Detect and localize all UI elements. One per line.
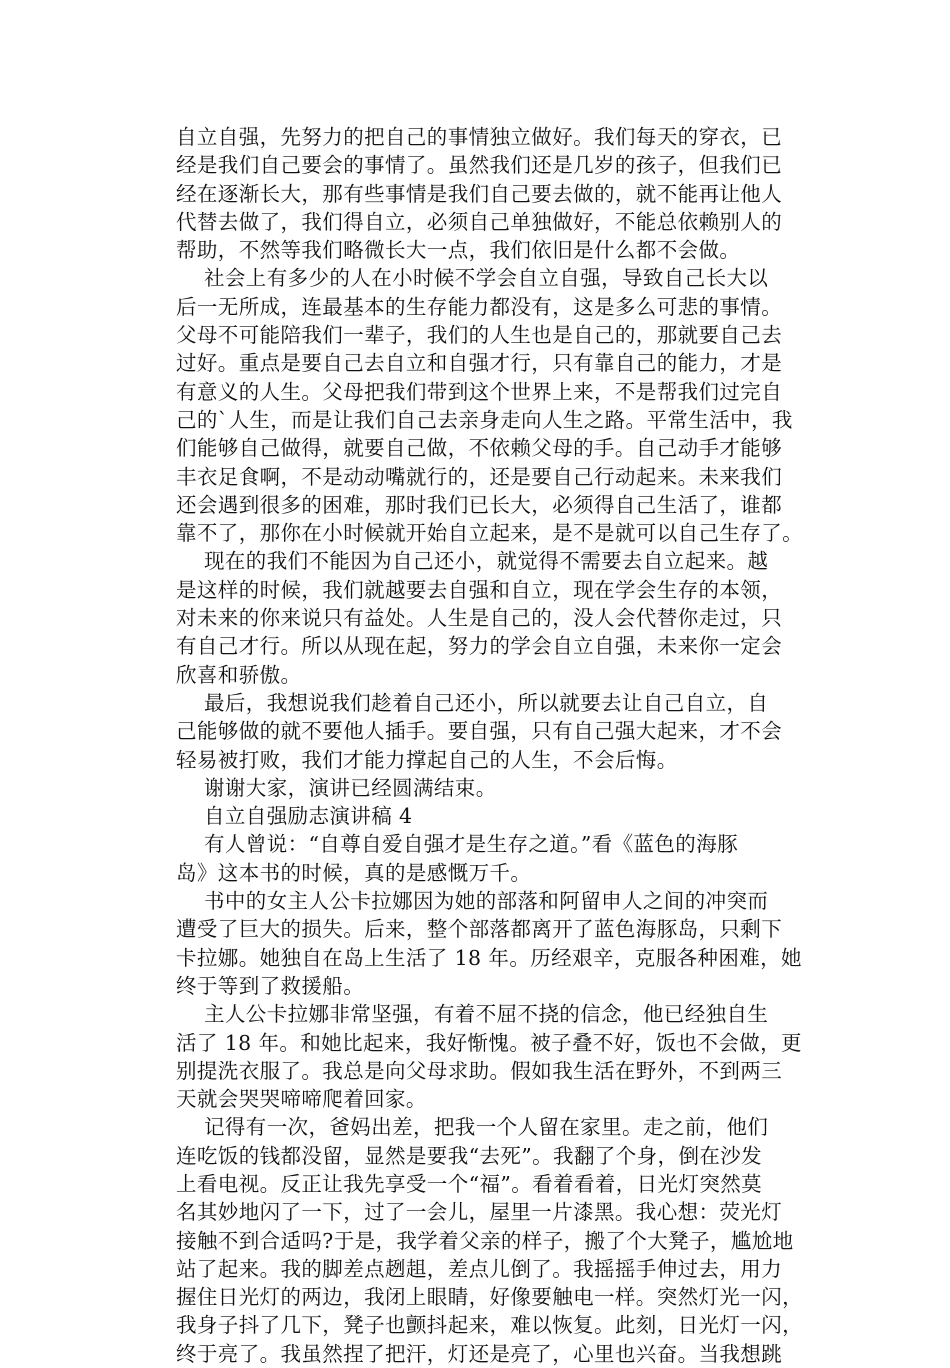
text-line: 岛》这本书的时候，真的是感慨万千。: [176, 860, 532, 885]
text-line: 活了 18 年。和她比起来，我好惭愧。被子叠不好，饭也不会做，更: [176, 1030, 802, 1055]
text-line: 有人曾说：“自尊自爱自强才是生存之道。”看《蓝色的海豚: [204, 832, 739, 857]
text-line: 代替去做了，我们得自立，必须自己单独做好，不能总依赖别人的: [176, 209, 783, 234]
text-line: 对未来的你来说只有益处。人生是自己的，没人会代替你走过，只: [176, 606, 783, 631]
text-line: 有意义的人生。父母把我们带到这个世界上来，不是帮我们过完自: [176, 379, 783, 404]
text-line: 连吃饭的钱都没留，显然是要我“去死”。我翻了个身，倒在沙发: [176, 1143, 763, 1168]
document-body: [176, 123, 826, 1368]
text-line: 别提洗衣服了。我总是向父母求助。假如我生活在野外，不到两三: [176, 1058, 783, 1083]
text-line: 经是我们自己要会的事情了。虽然我们还是几岁的孩子，但我们已: [176, 153, 783, 178]
text-line: 我身子抖了几下，凳子也颤抖起来，难以恢复。此刻，日光灯一闪，: [176, 1313, 803, 1338]
text-line: 后一无所成，连最基本的生存能力都没有，这是多么可悲的事情。: [176, 294, 783, 319]
text-line: 天就会哭哭啼啼爬着回家。: [176, 1087, 427, 1112]
text-line: 父母不可能陪我们一辈子，我们的人生也是自己的，那就要自己去: [176, 323, 783, 348]
text-line: 社会上有多少的人在小时候不学会自立自强，导致自己长大以: [204, 266, 769, 291]
text-line: 靠不了，那你在小时候就开始自立起来，是不是就可以自己生存了。: [176, 521, 803, 546]
text-line: 欣喜和骄傲。: [176, 662, 302, 687]
text-line: 己能够做的就不要他人插手。要自强，只有自己强大起来，才不会: [176, 719, 783, 744]
text-line: 自立自强励志演讲稿 4: [204, 804, 413, 829]
text-line: 还会遇到很多的困难，那时我们已长大，必须得自己生活了，谁都: [176, 492, 783, 517]
text-line: 遭受了巨大的损失。后来，整个部落都离开了蓝色海豚岛，只剩下: [176, 917, 783, 942]
text-line: 终于等到了救援船。: [176, 973, 365, 998]
text-line: 经在逐渐长大，那有些事情是我们自己要去做的，就不能再让他人: [176, 181, 783, 206]
text-line: 主人公卡拉娜非常坚强，有着不屈不挠的信念，他已经独自生: [204, 1002, 769, 1027]
text-line: 现在的我们不能因为自己还小，就觉得不需要去自立起来。越: [204, 549, 769, 574]
text-line: 卡拉娜。她独自在岛上生活了 18 年。历经艰辛，克服各种困难，她: [176, 945, 802, 970]
text-line: 握住日光灯的两边，我闭上眼睛，好像要触电一样。突然灯光一闪，: [176, 1285, 803, 1310]
text-line: 最后，我想说我们趁着自己还小，所以就要去让自己自立，自: [204, 690, 769, 715]
text-line: 终于亮了。我虽然捏了把汗，灯还是亮了，心里也兴奋。当我想跳: [176, 1341, 783, 1366]
text-line: 丰衣足食啊，不是动动嘴就行的，还是要自己行动起来。未来我们: [176, 464, 783, 489]
text-line: 轻易被打败，我们才能力撑起自己的人生，不会后悔。: [176, 747, 678, 772]
text-line: 是这样的时候，我们就越要去自强和自立，现在学会生存的本领，: [176, 577, 783, 602]
text-line: 站了起来。我的脚差点趔趄，差点儿倒了。我摇摇手伸过去，用力: [176, 1256, 783, 1281]
text-line: 接触不到合适吗?于是，我学着父亲的样子，搬了个大凳子，尴尬地: [176, 1228, 794, 1253]
text-line: 名其妙地闪了一下，过了一会儿，屋里一片漆黑。我心想：荧光灯: [176, 1200, 783, 1225]
text-line: 书中的女主人公卡拉娜因为她的部落和阿留申人之间的冲突而: [204, 889, 769, 914]
text-line: 过好。重点是要自己去自立和自强才行，只有靠自己的能力，才是: [176, 351, 783, 376]
text-line: 记得有一次，爸妈出差，把我一个人留在家里。走之前，他们: [204, 1115, 769, 1140]
text-line: 有自己才行。所以从现在起，努力的学会自立自强，未来你一定会: [176, 634, 783, 659]
text-line: 上看电视。反正让我先享受一个“福”。看着看着，日光灯突然莫: [176, 1171, 763, 1196]
text-line: 自立自强，先努力的把自己的事情独立做好。我们每天的穿衣，已: [176, 125, 783, 149]
text-line: 谢谢大家，演讲已经圆满结束。: [204, 775, 497, 800]
text-line: 们能够自己做得，就要自己做，不依赖父母的手。自己动手才能够: [176, 436, 783, 461]
text-line: 己的`人生，而是让我们自己去亲身走向人生之路。平常生活中，我: [176, 407, 793, 432]
text-line: 帮助，不然等我们略微长大一点，我们依旧是什么都不会做。: [176, 238, 741, 263]
